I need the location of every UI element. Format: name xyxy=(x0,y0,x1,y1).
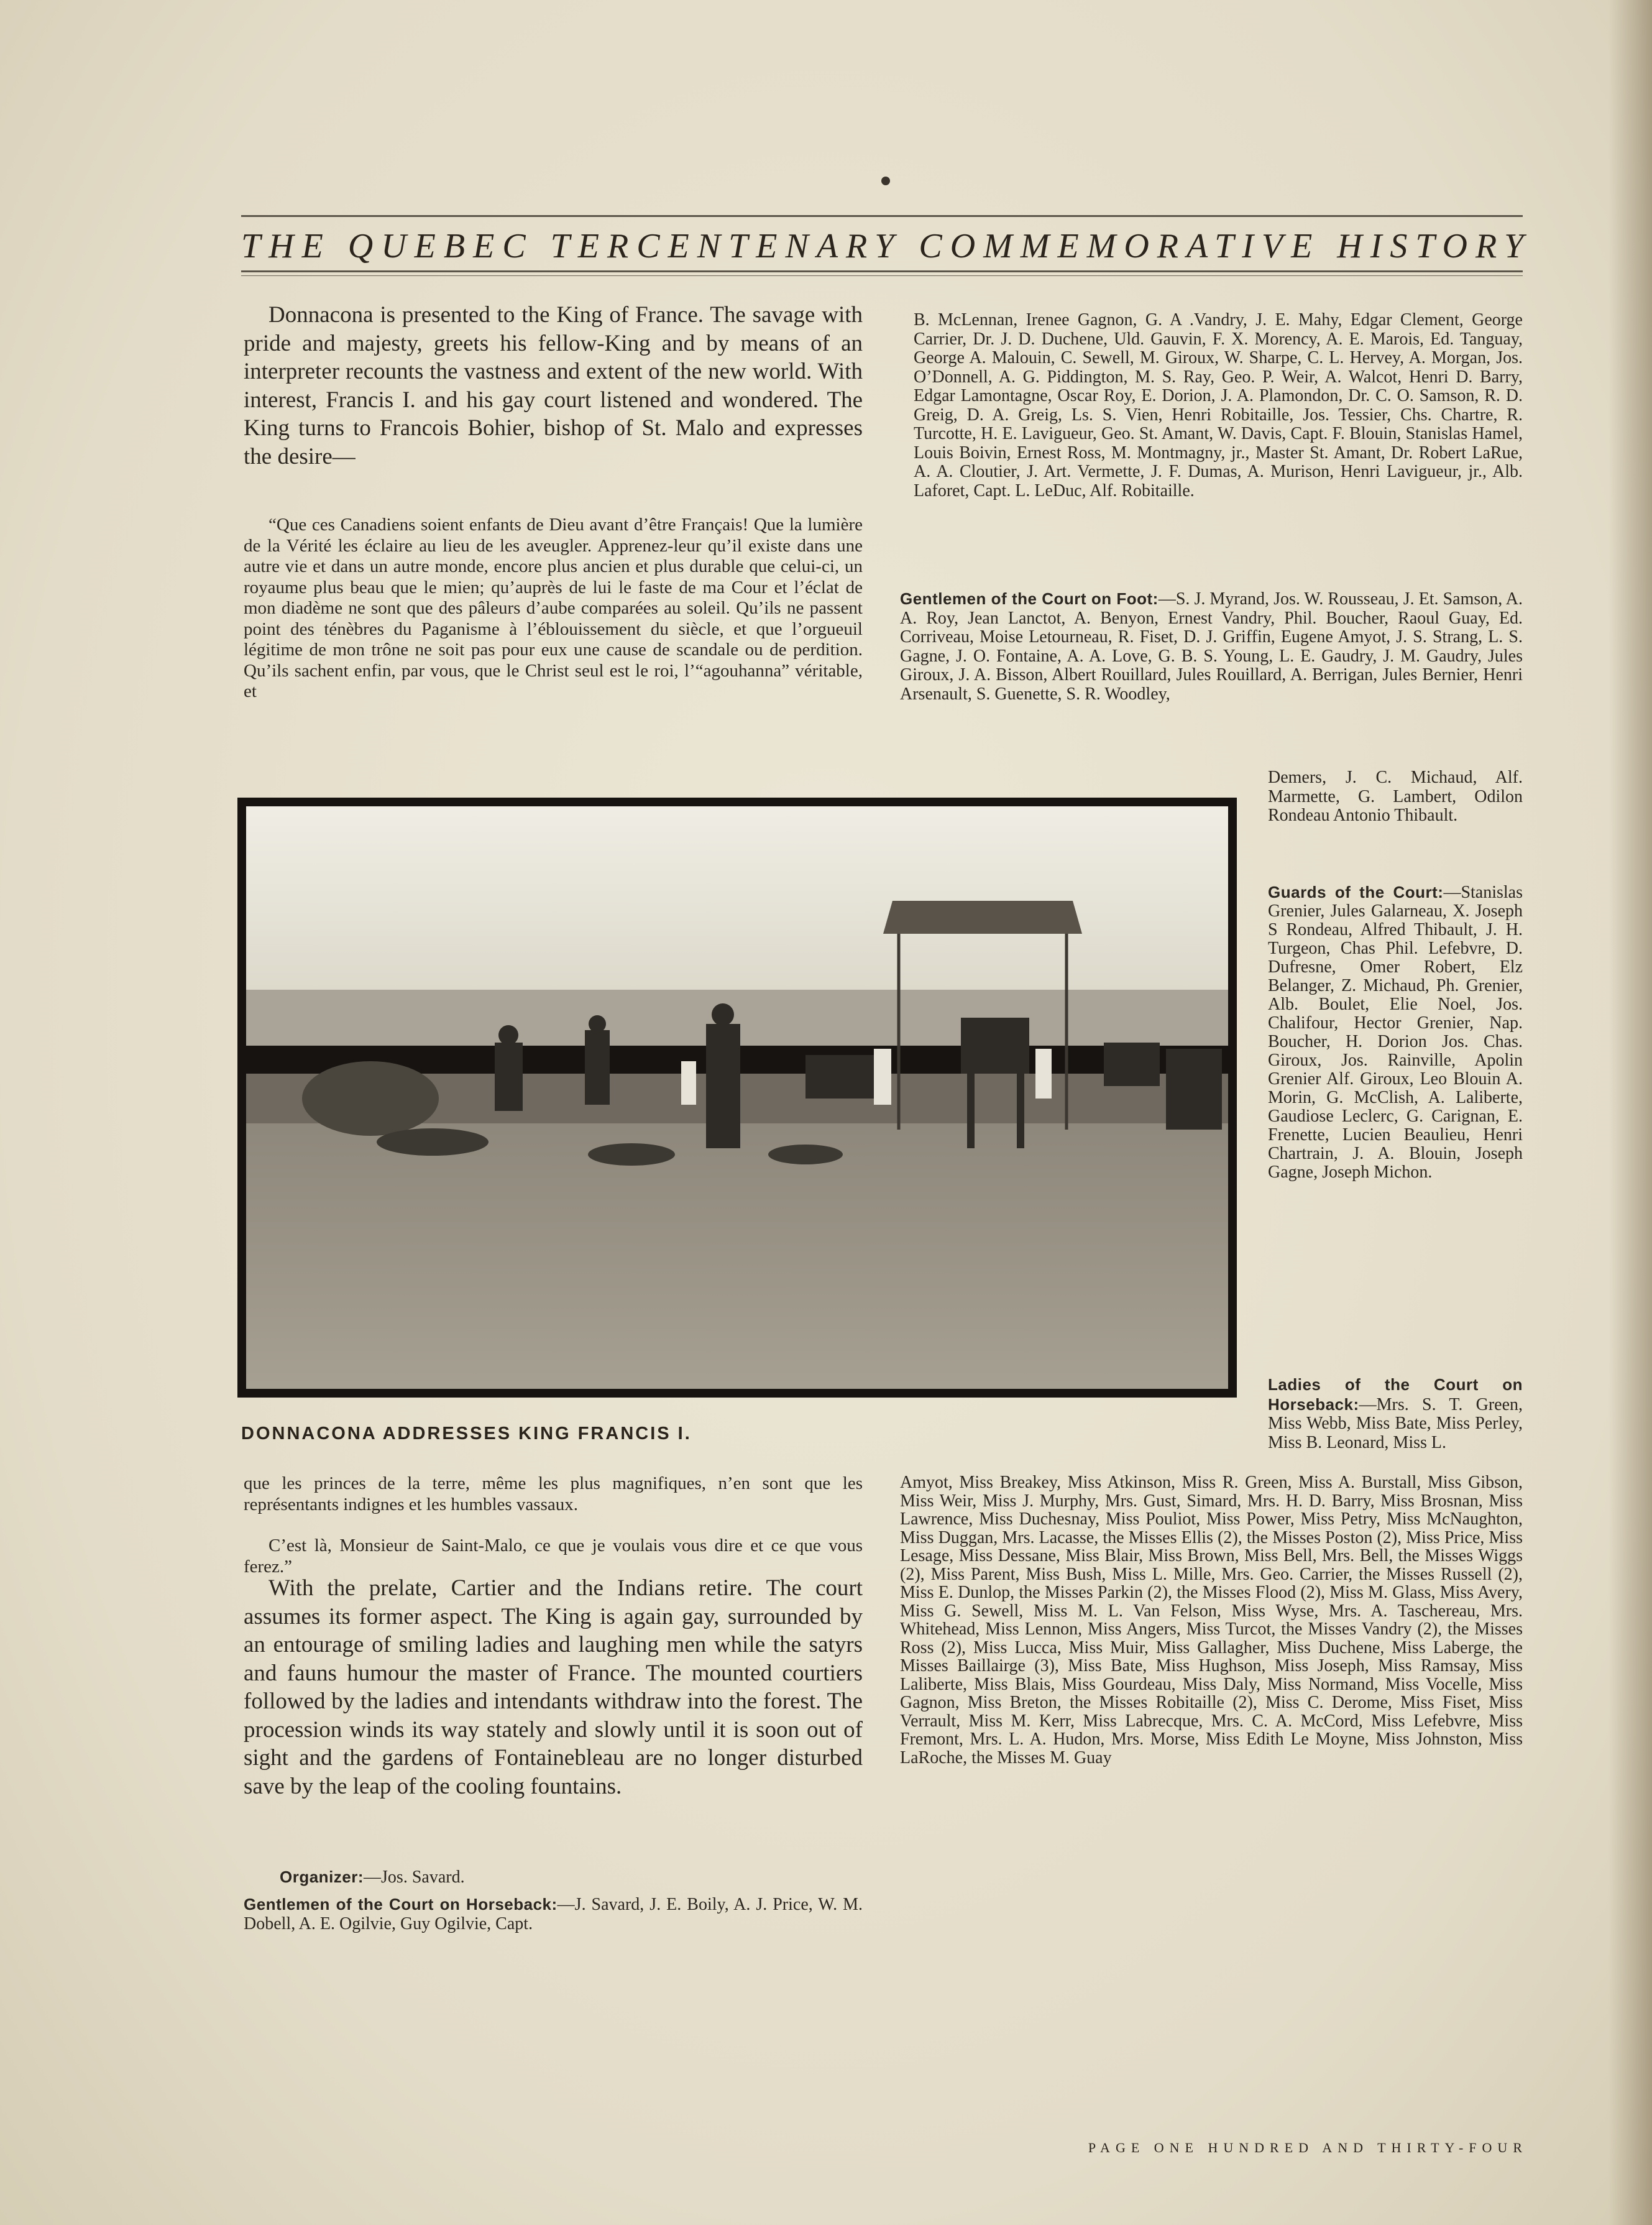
guards-label: Guards of the Court: xyxy=(1268,883,1444,901)
organizer-label: Organizer: xyxy=(280,1868,364,1886)
procession-paragraph: With the prelate, Cartier and the Indians retire. The court assumes its former aspect. The King is again gay, surrounded by an entourage of smiling ladies and laughing men while the satyrs and fauns humour the master of France. The mounted courtiers followed by the ladies and intendants withdraw into the forest. The procession winds its way stately and slowly until it is soon out of sight and the gardens of Fontainebleau are no longer disturbed save by the leap of the cooling fountains. xyxy=(244,1575,863,1799)
ladies-label: Ladies of the Court on Horseback: xyxy=(1268,1375,1523,1414)
bottom-rule xyxy=(241,270,1523,272)
foot-names: —S. J. Myrand, Jos. W. Rousseau, J. Et. Samson, A. A. Roy, Jean Lanctot, A. Benyon, Ernest Vandry, Phil. Boucher, Raoul Guay, Ed. Corriveau, Moise Letourneau, R. Fiset, D. J. Griffin, Eugene Amyot, J. S. Strang, L. S. Gagne, J. O. Fontaine, A. A. Love, G. B. S. Young, L. E. Gaudry, J. M. Gaudry, Jules Giroux, J. A. Bisson, Albert Rouillard, Jules Rouillard, A. Berrigan, Jules Bernier, Henri Arsenault, S. Guenette, S. R. Woodley, xyxy=(900,589,1523,704)
horseback-names-start: —J. Savard, J. E. Boily, A. J. Price, W. M. Dobell, A. E. Ogilvie, Guy Ogilvie, Capt. xyxy=(244,1895,863,1933)
organizer-name: —Jos. Savard. xyxy=(364,1868,465,1887)
french-quote: “Que ces Canadiens soient enfants de Dieu avant d’être Français! Que la lumière de la Vérité les éclaire au lieu de les aveugler. Apprenez-leur qu’il existe dans une autre vie et dans un autre monde, encore plus ancien et plus durable que celui-ci, un royaume plus beau que le mien; qu’auprès de lui le faste de ma Cour et l’éclat de mon diadème ne sont que des pâleurs d’aube comparées au soleil. Qu’ils ne passent point des ténèbres du Paganisme à l’éblouissement du siècle, et que l’orgueuil légitime de mon trône ne soit pas pour eux une cause de scandale ou de perdition. Qu’ils sachent enfin, par vous, que le Christ seul est le roi, l’“agouhanna” véritable, et xyxy=(244,515,863,701)
foot-label: Gentlemen of the Court on Foot: xyxy=(900,589,1159,608)
running-head xyxy=(241,215,1532,276)
horseback-label: Gentlemen of the Court on Horseback: xyxy=(244,1895,558,1914)
bottom-thin-rule xyxy=(241,275,1523,276)
foot-list xyxy=(900,589,1523,704)
page-number: PAGE ONE HUNDRED AND THIRTY-FOUR xyxy=(1088,2140,1528,2155)
top-rule xyxy=(241,215,1523,217)
horseback-list-continued: B. McLennan, Irenee Gagnon, G. A .Vandry, J. E. Mahy, Edgar Clement, George Carrier, Dr. J. D. Duchene, Uld. Gauvin, F. X. Morency, A. E. Marois, Ed. Tanguay, George A. Malouin, C. Sewell, M. Giroux, W. Sharpe, C. L. Hervey, A. Morgan, Jos. O’Donnell, A. G. Piddington, M. S. Ray, Geo. P. Weir, A. Walcot, Henri D. Barry, Edgar Lamontagne, Oscar Roy, E. Dorion, J. A. Plamondon, Dr. C. O. Samson, R. D. Greig, D. A. Greig, Ls. S. Vien, Henri Robitaille, Jos. Tessier, Chs. Chartre, R. Turcotte, H. E. Lavigueur, Geo. St. Amant, W. Davis, Capt. F. Blouin, Stanislas Hamel, Louis Boivin, Ernest Ross, M. Montmagny, jr., Master St. Amant, Dr. Robert LaRue, A. A. Cloutier, J. Art. Vermette, J. F. Dumas, A. Murison, Henri Lavigueur, jr., Alb. Laforet, Capt. L. LeDuc, Alf. Robitaille. xyxy=(914,310,1523,500)
horseback-list-start xyxy=(244,1895,863,1933)
organizer-line xyxy=(280,1868,863,1887)
guards-list xyxy=(1268,883,1523,1182)
ladies-list-narrow xyxy=(1268,1375,1523,1452)
french-quote-closing: C’est là, Monsieur de Saint-Malo, ce que je voulais vous dire et ce que vous ferez.” xyxy=(244,1536,863,1577)
binding-shadow xyxy=(1608,0,1652,2225)
intro-paragraph: Donnacona is presented to the King of France. The savage with pride and majesty, greets his fellow-King and by means of an interpreter recounts the vastness and extent of the new world. With interest, Francis I. and his gay court listened and wondered. The King turns to Francois Bohier, bishop of St. Malo and expresses the desire— xyxy=(244,302,863,469)
pageant-photograph xyxy=(246,806,1228,1389)
photo-caption: DONNACONA ADDRESSES KING FRANCIS I. xyxy=(241,1424,692,1444)
page-dot xyxy=(881,177,890,185)
running-title: THE QUEBEC TERCENTENARY COMMEMORATIVE HISTORY xyxy=(241,227,1532,265)
guards-names: —Stanislas Grenier, Jules Galarneau, X. Joseph S Rondeau, Alfred Thibault, J. H. Turgeon, Chas Phil. Lefebvre, D. Dufresne, Omer Robert, Elz Belanger, Z. Michaud, Ph. Grenier, Alb. Boulet, Elie Noel, Jos. Chalifour, Hector Grenier, Nap. Boucher, H. Dorion Jos. Chas. Giroux, Jos. Rainville, Apolin Grenier Alf. Giroux, Leo Blouin A. Morin, G. McClish, A. Laliberte, Gaudiose Leclerc, G. Carignan, E. Frenette, Lucien Beaulieu, Henri Chartrain, J. A. Blouin, Joseph Gagne, Joseph Michon. xyxy=(1268,883,1523,1182)
foot-list-narrow: Demers, J. C. Michaud, Alf. Marmette, G. Lambert, Odilon Rondeau Antonio Thibault. xyxy=(1268,768,1523,825)
ladies-list-wide: Amyot, Miss Breakey, Miss Atkinson, Miss R. Green, Miss A. Burstall, Miss Gibson, Miss Weir, Miss J. Murphy, Mrs. Gust, Simard, Mrs. H. D. Barry, Miss Brosnan, Miss Lawrence, Miss Duchesnay, Miss Pouliot, Miss Power, Miss Petry, Miss McNaughton, Miss Duggan, Mrs. Lacasse, the Misses Ellis (2), the Misses Poston (2), Miss Price, Miss Lesage, Miss Dessane, Miss Blair, Miss Brown, Miss Bell, Mrs. Bell, the Misses Wiggs (2), Miss Parent, Miss Bush, Miss L. Mille, Mrs. Geo. Carrier, the Misses Russell (2), Miss E. Dunlop, the Misses Parkin (2), the Misses Flood (2), Miss M. Glass, Miss Avery, Miss G. Sewell, Miss M. L. Van Felson, Miss Wyse, Mrs. A. Taschereau, Mrs. Whitehead, Miss Lennon, Miss Angers, Miss Turcot, the Misses Vandry (2), the Misses Ross (2), Miss Lucca, Miss Muir, Miss Gallagher, Miss Duchene, Miss Laberge, the Misses Baillairge (3), Miss Bate, Miss Hughson, Miss Joseph, Miss Ramsay, Miss Laliberte, Miss Blais, Miss Gourdeau, Miss Daly, Miss Normand, Miss Vocelle, Miss Gagnon, Miss Breton, the Misses Robitaille (2), Miss C. Derome, Miss Fiset, Miss Verrault, Miss M. Kerr, Miss Labrecque, Mrs. C. A. McCord, Miss Lefebvre, Miss Fremont, Mrs. L. A. Hudon, Mrs. Morse, Miss Edith Le Moyne, Miss Johnston, Miss LaRoche, the Misses M. Guay xyxy=(900,1473,1523,1767)
photo-frame xyxy=(237,798,1237,1398)
ladies-names-narrow: —Mrs. S. T. Green, Miss Webb, Miss Bate, Miss Perley, Miss B. Leonard, Miss L. xyxy=(1268,1394,1523,1452)
french-quote-continued: que les princes de la terre, même les plus magnifiques, n’en sont que les représentants indignes et les humbles vassaux. xyxy=(244,1473,863,1514)
